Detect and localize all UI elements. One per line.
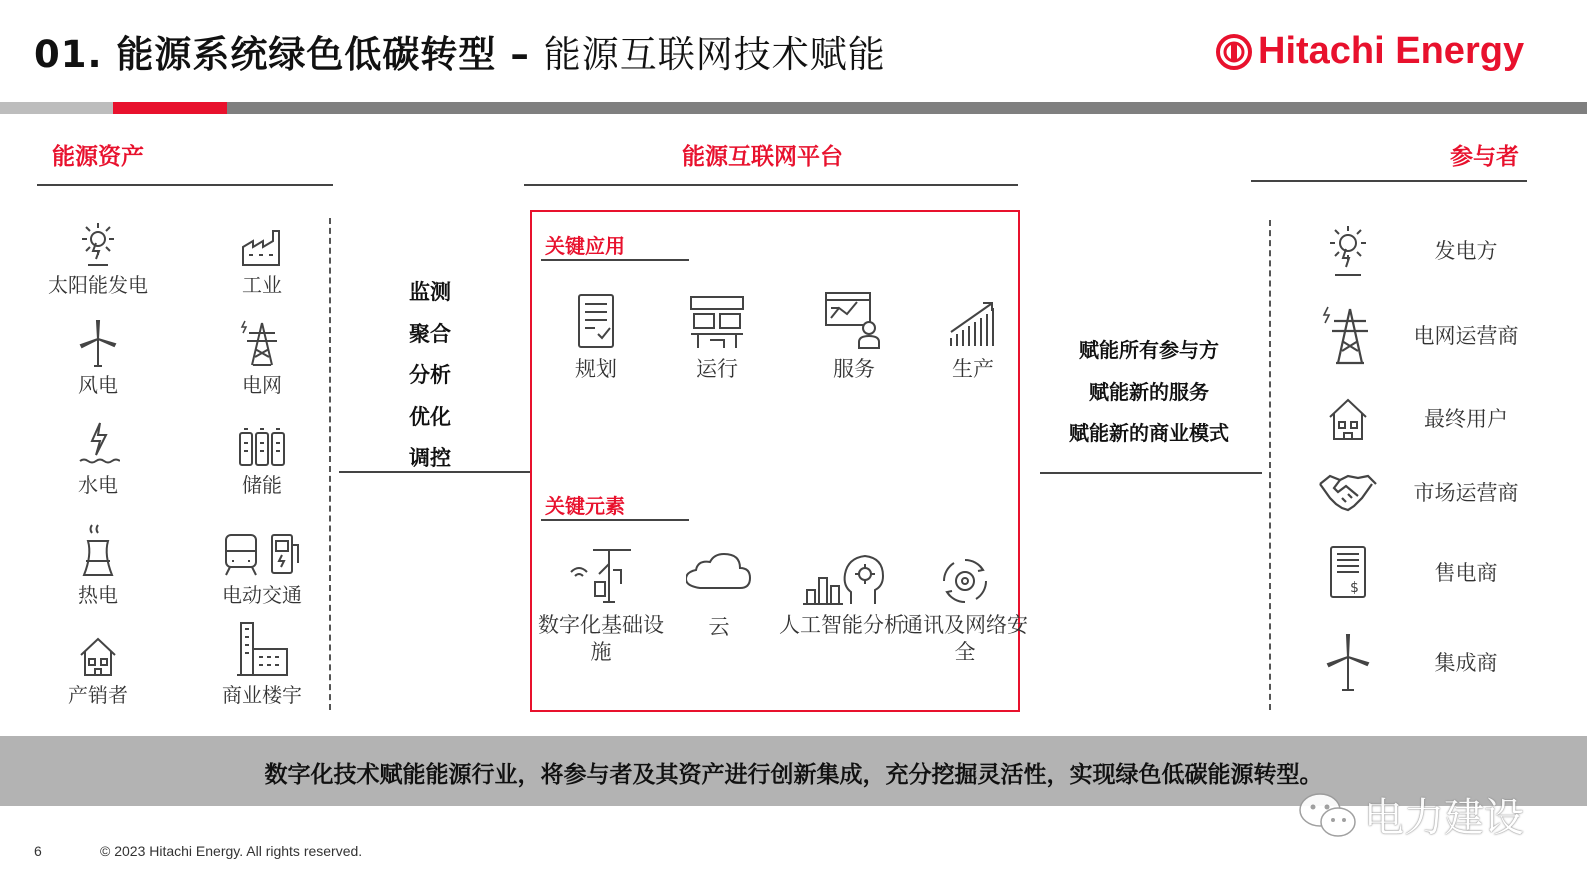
asset-label: 储能	[242, 473, 282, 497]
element-label: 数字化基础设施	[538, 613, 664, 664]
house-icon	[77, 633, 119, 677]
asset-hydro	[28, 415, 168, 498]
header-bar-light	[0, 102, 113, 114]
network-security-icon	[940, 556, 990, 606]
asset-wind	[28, 315, 168, 398]
factory-icon	[239, 225, 285, 267]
element-label: 云	[708, 615, 730, 639]
action-list	[400, 272, 460, 480]
action-aggregate: 聚合	[409, 321, 451, 346]
hydro-icon	[76, 419, 120, 467]
key-apps-heading: 关键应用	[545, 234, 625, 258]
participant-label: 最终用户	[1424, 407, 1508, 431]
wind-turbine-icon	[76, 319, 120, 367]
cooling-tower-icon	[76, 523, 120, 577]
power-tower-icon	[239, 319, 285, 367]
participant-integrator	[1300, 632, 1540, 692]
element-cloud	[654, 540, 784, 641]
cloud-icon	[686, 548, 752, 592]
action-monitor: 监测	[409, 280, 451, 304]
asset-label: 电网	[242, 373, 282, 397]
enablement-list	[1044, 330, 1254, 455]
participant-label: 集成商	[1434, 651, 1498, 675]
app-label: 规划	[575, 357, 617, 381]
asset-grid	[192, 315, 332, 398]
element-digital-infrastructure	[536, 536, 666, 666]
logo-mark-icon	[1214, 32, 1254, 72]
connector-left	[339, 471, 530, 473]
app-production	[908, 280, 1038, 383]
power-tower-icon	[1320, 305, 1376, 365]
copyright: © 2023 Hitachi Energy. All rights reserved.	[100, 843, 363, 859]
element-label: 人工智能分析	[779, 613, 905, 637]
svg-text:$: $	[1350, 580, 1359, 596]
action-analyze: 分析	[409, 363, 451, 387]
asset-commercial	[192, 612, 332, 708]
assets-heading: 能源资产	[52, 144, 144, 170]
asset-solar	[28, 215, 168, 298]
participant-generator	[1300, 220, 1540, 280]
element-label: 通讯及网络安全	[902, 613, 1028, 664]
participant-market-operator	[1300, 462, 1540, 522]
participant-grid-operator	[1300, 305, 1540, 365]
wind-turbine-icon	[1322, 633, 1374, 691]
asset-ev	[192, 525, 332, 608]
building-icon	[233, 619, 291, 677]
document-icon	[576, 292, 616, 350]
asset-label: 热电	[78, 583, 118, 607]
asset-label: 太阳能发电	[48, 273, 148, 297]
app-label: 生产	[952, 357, 994, 381]
house-icon	[1326, 395, 1370, 441]
asset-thermal	[28, 525, 168, 608]
header-bar	[0, 102, 1587, 114]
watermark-text: 电力建设	[1364, 795, 1524, 841]
invoice-icon	[1328, 544, 1368, 600]
app-label: 服务	[833, 357, 875, 381]
asset-label: 工业	[242, 273, 282, 297]
key-elements-underline	[541, 519, 689, 521]
solar-icon	[1325, 223, 1371, 277]
solar-icon	[76, 219, 120, 267]
enablement-new-services: 赋能新的服务	[1089, 379, 1209, 404]
app-operation	[652, 280, 782, 383]
title-main: 01. 能源系统绿色低碳转型	[34, 33, 497, 76]
control-room-icon	[688, 294, 746, 350]
enablement-new-business-models: 赋能新的商业模式	[1069, 421, 1229, 445]
asset-label: 商业楼宇	[222, 683, 302, 707]
hitachi-energy-logo	[1214, 30, 1524, 73]
element-network-security	[900, 536, 1030, 666]
page-title	[34, 24, 886, 78]
participants-dashed-divider	[1269, 220, 1271, 710]
participant-end-user	[1300, 388, 1540, 448]
participant-retailer	[1300, 542, 1540, 602]
action-control: 调控	[409, 446, 451, 470]
connector-right	[1040, 472, 1262, 474]
participants-heading: 参与者	[1450, 144, 1519, 170]
assets-divider	[37, 184, 333, 186]
participant-label: 售电商	[1434, 561, 1498, 585]
participant-label: 电网运营商	[1413, 324, 1519, 348]
ai-analysis-icon	[799, 552, 885, 606]
enablement-all-participants: 赋能所有参与方	[1079, 338, 1219, 362]
asset-storage	[192, 415, 332, 498]
key-elements-heading: 关键元素	[545, 494, 625, 518]
growth-chart-icon	[947, 298, 999, 350]
app-label: 运行	[696, 357, 738, 381]
platform-divider	[524, 184, 1018, 186]
logo-text: Hitachi Energy	[1258, 30, 1525, 72]
digital-infrastructure-icon	[569, 546, 633, 606]
asset-label: 产销者	[68, 683, 128, 707]
title-separator: –	[496, 33, 544, 76]
participant-label: 市场运营商	[1413, 481, 1519, 505]
participant-label: 发电方	[1434, 239, 1498, 263]
asset-label: 水电	[78, 473, 118, 497]
element-ai	[777, 536, 907, 639]
participants-divider	[1251, 180, 1527, 182]
asset-industry	[192, 215, 332, 298]
service-icon	[823, 290, 885, 350]
summary-banner-text: 数字化技术赋能能源行业，将参与者及其资产进行创新集成，充分挖掘灵活性，实现绿色低碳能源转型。	[264, 762, 1323, 788]
handshake-icon	[1318, 470, 1378, 514]
battery-icon	[237, 423, 287, 467]
wechat-icon	[1296, 790, 1360, 840]
title-sub: 能源互联网技术赋能	[543, 33, 886, 76]
platform-heading: 能源互联网平台	[682, 144, 843, 170]
app-service	[789, 280, 919, 383]
header-bar-accent	[113, 102, 227, 114]
app-planning	[531, 280, 661, 383]
page-number: 6	[34, 843, 42, 859]
wechat-watermark	[1296, 786, 1524, 843]
asset-label: 电动交通	[222, 583, 302, 607]
ev-icon	[216, 531, 308, 577]
asset-prosumer	[28, 625, 168, 708]
key-apps-underline	[541, 259, 689, 261]
asset-label: 风电	[78, 373, 118, 397]
action-optimize: 优化	[409, 404, 451, 429]
